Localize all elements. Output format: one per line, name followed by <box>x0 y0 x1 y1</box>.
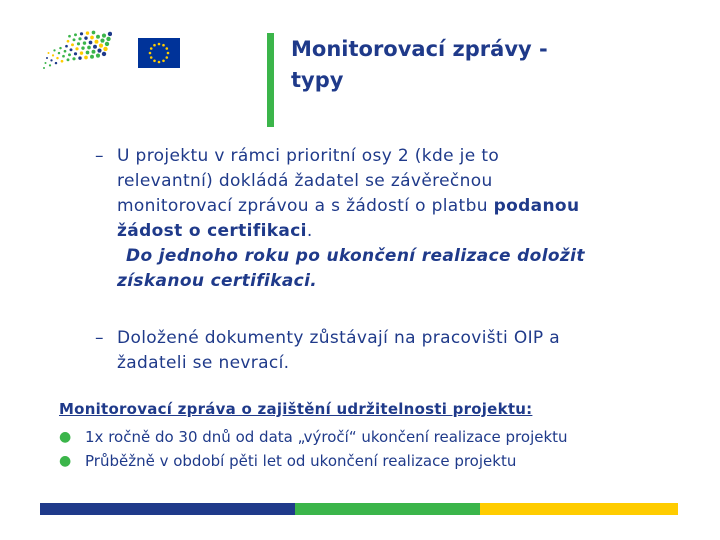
logo-dot <box>49 64 51 66</box>
logo-dot <box>89 41 93 45</box>
logo-dot <box>81 46 84 49</box>
logo-dot <box>96 35 100 39</box>
page-title: Monitorovací zprávy - typy <box>291 37 548 92</box>
footer-band-green <box>295 503 480 515</box>
logo-dot <box>56 57 58 59</box>
eu-star <box>150 56 153 59</box>
eu-star <box>150 47 153 50</box>
logo-dot <box>78 37 81 40</box>
eu-star <box>158 61 161 64</box>
logo-dot <box>95 40 99 44</box>
eu-star <box>153 44 156 47</box>
logo-dot <box>50 59 52 61</box>
logo-dot <box>83 41 86 44</box>
logo-dot <box>74 52 77 55</box>
logo-dot <box>46 57 48 59</box>
logo-dot <box>78 56 81 59</box>
title-accent-bar <box>267 33 274 127</box>
eu-star <box>153 59 156 62</box>
logo-dot <box>67 40 70 43</box>
logo-dot <box>96 54 100 58</box>
logo-dot <box>43 67 45 69</box>
logo-dot <box>65 45 68 48</box>
bullet-item-documents <box>95 326 675 376</box>
bullet-dot-icon: ● <box>59 453 72 469</box>
program-logo-icon <box>40 30 112 74</box>
logo-dot <box>102 52 106 56</box>
logo-dot <box>62 55 65 58</box>
eu-flag-icon <box>138 38 180 68</box>
footer-band-yellow <box>480 503 678 515</box>
logo-dot <box>84 36 87 39</box>
logo-dot <box>61 60 64 63</box>
logo-dot <box>86 31 89 34</box>
logo-dot <box>53 49 55 51</box>
logo-dot <box>67 58 70 61</box>
logo-dot <box>48 52 50 54</box>
footer-band-blue <box>40 503 295 515</box>
logo-dot <box>102 34 106 38</box>
logo-dot <box>73 38 76 41</box>
section-heading: Monitorovací zpráva o zajištění udržitelnosti projektu: <box>59 400 533 418</box>
logo-dot <box>87 46 91 50</box>
logo-dot <box>80 51 83 54</box>
list-item: ● Průběžně v období pěti let od ukončení realizace projektu <box>59 452 517 470</box>
logo-dot <box>90 36 94 40</box>
logo-dot <box>97 49 101 53</box>
logo-dot <box>72 57 75 60</box>
logo-dot <box>106 37 110 41</box>
eu-star <box>165 56 168 59</box>
logo-dot <box>68 53 71 56</box>
eu-star <box>162 59 165 62</box>
logo-dot <box>68 35 71 38</box>
sustainability-list <box>59 427 659 475</box>
bullet-text: Doložené dokumenty zůstávají na pracovišti OIP a žadateli se nevrací. <box>117 328 561 373</box>
logo-dot <box>84 56 88 60</box>
dash-bullet: – <box>95 328 104 348</box>
footer-color-band <box>40 503 678 515</box>
logo-dot <box>108 32 112 36</box>
logo-dot <box>86 51 90 55</box>
logo-dot <box>93 45 97 49</box>
logo-dot <box>103 47 107 51</box>
logo-dot <box>99 44 103 48</box>
bullet-text: U projektu v rámci prioritní osy 2 (kde je to relevantní) dokládá žadatel se závěrečnou monitorovací zprávou a s žádostí o platbu podanou žádost o certifikaci. Do jednoho roku po ukončení realizace doložit získanou certifikaci. <box>117 146 585 291</box>
logo-dot <box>92 31 96 35</box>
eu-star <box>165 47 168 50</box>
eu-star <box>167 52 170 55</box>
eu-star <box>162 44 165 47</box>
bullet-dot-icon: ● <box>59 429 72 445</box>
logo-dot <box>52 54 54 56</box>
logo-dot <box>58 52 60 54</box>
logo-dot <box>100 39 104 43</box>
logo-dot <box>75 47 78 50</box>
eu-star <box>149 52 152 55</box>
logo-dot <box>45 62 47 64</box>
logo-dot <box>80 32 83 35</box>
dash-bullet: – <box>95 146 104 166</box>
logo-dot <box>64 50 67 53</box>
eu-star <box>158 43 161 46</box>
logo-dot <box>90 55 94 59</box>
logo-dot <box>105 42 109 46</box>
logo-dot <box>71 43 74 46</box>
logo-dot <box>74 33 77 36</box>
logo-dot <box>92 50 96 54</box>
logo-dot <box>59 47 61 49</box>
bullet-item-certification <box>95 144 675 294</box>
logo-dot <box>55 62 57 64</box>
list-item: ● 1x ročně do 30 dnů od data „výročí“ ukončení realizace projektu <box>59 428 568 446</box>
logo-dot <box>77 42 80 45</box>
logo-dot <box>70 48 73 51</box>
